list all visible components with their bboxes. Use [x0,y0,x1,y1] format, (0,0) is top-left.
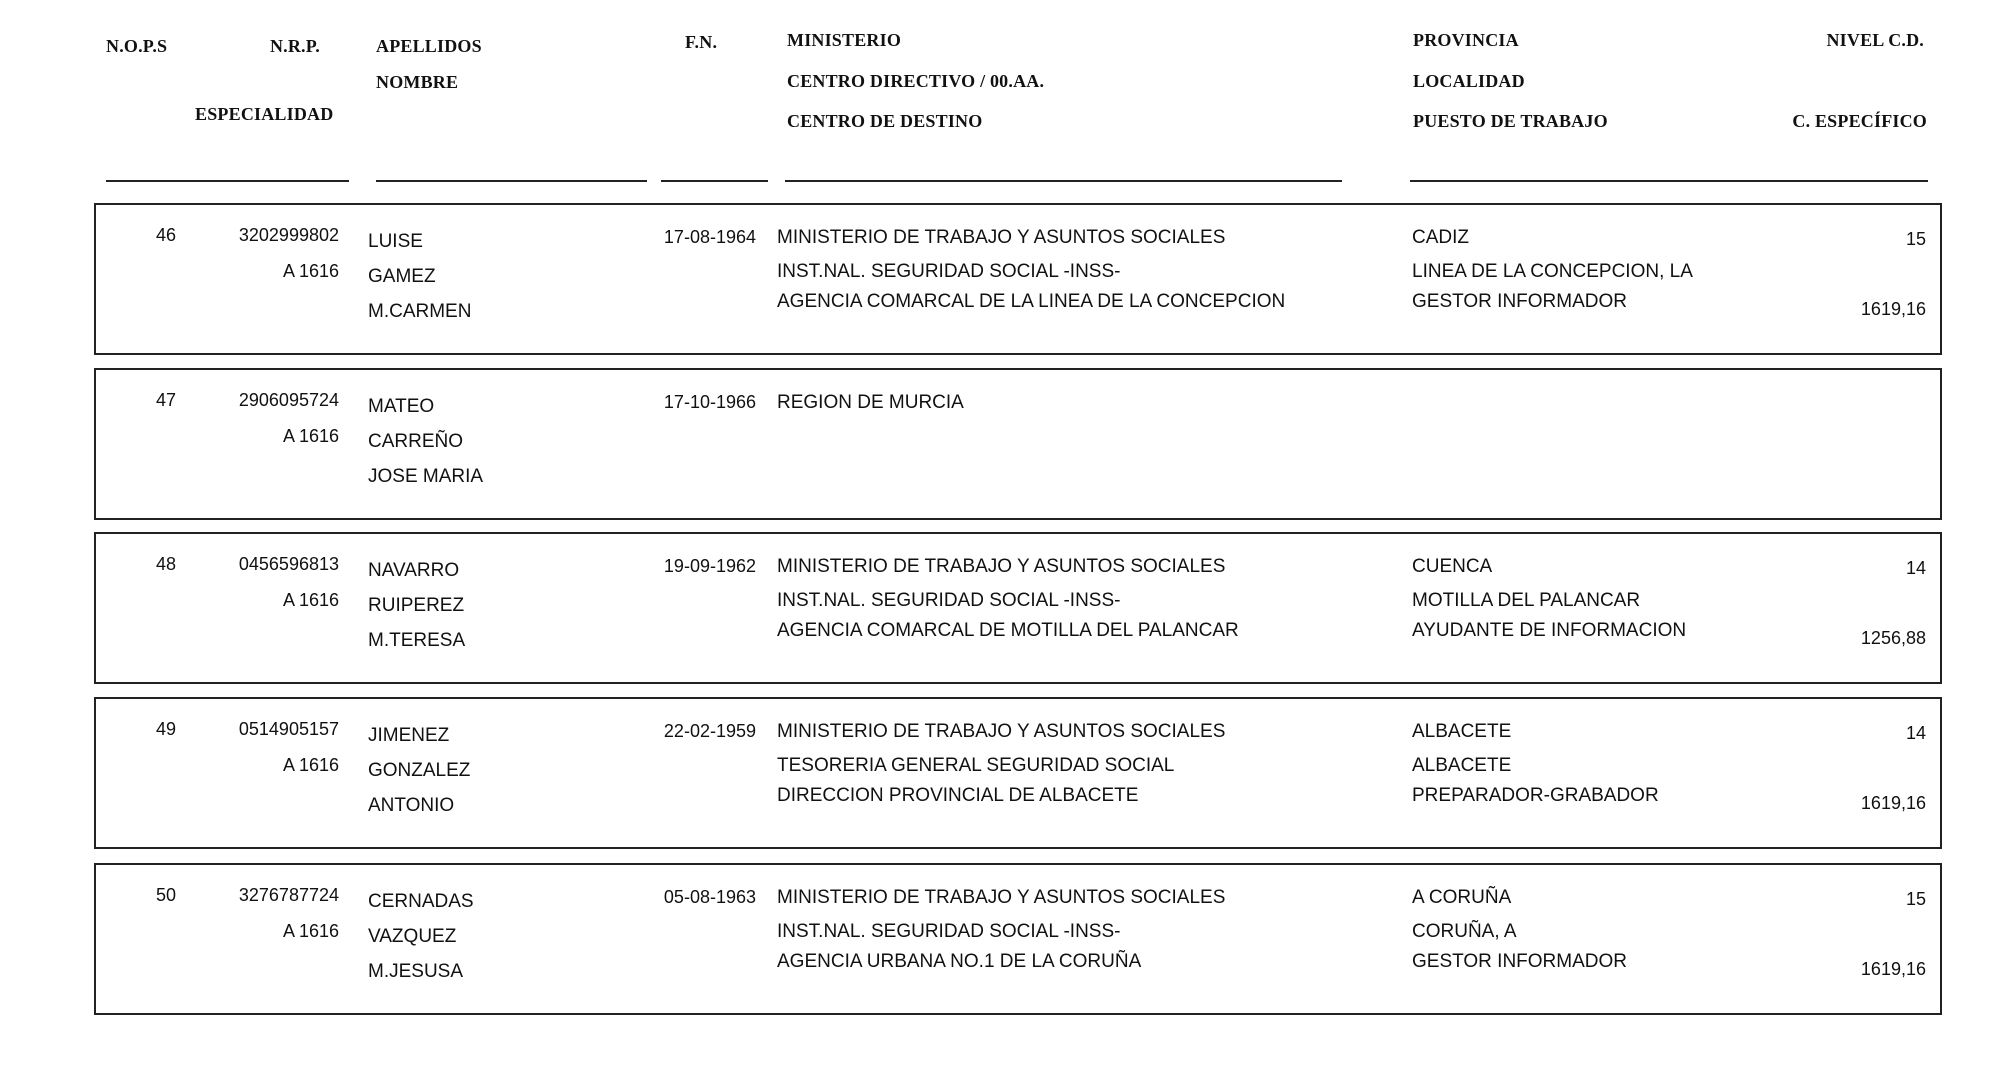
record-apellido1: MATEO [368,396,435,417]
record-provincia: A CORUÑA [1412,887,1512,908]
header-puesto: PUESTO DE TRABAJO [1413,111,1608,131]
record-fn: 19-09-1962 [663,556,756,576]
record-box [94,203,1942,355]
record-centro-destino: AGENCIA COMARCAL DE MOTILLA DEL PALANCAR [777,620,1239,641]
record-ministerio: MINISTERIO DE TRABAJO Y ASUNTOS SOCIALES [777,721,1226,742]
header-divider [661,180,768,182]
record-centro-directivo: INST.NAL. SEGURIDAD SOCIAL -INSS- [777,590,1121,611]
record-centro-directivo: INST.NAL. SEGURIDAD SOCIAL -INSS- [777,261,1121,282]
record-apellido2: RUIPEREZ [368,595,465,616]
record-apellido1: CERNADAS [368,891,474,912]
record-puesto: GESTOR INFORMADOR [1412,951,1627,972]
record-nrp: 0514905157 [238,719,339,739]
record-centro-destino: AGENCIA COMARCAL DE LA LINEA DE LA CONCEPCION [777,291,1286,312]
record-ministerio: REGION DE MURCIA [777,392,964,413]
header-nombre: NOMBRE [376,72,459,92]
record-especialidad: A 1616 [282,590,339,610]
record-centro-directivo: TESORERIA GENERAL SEGURIDAD SOCIAL [777,755,1175,776]
record-nrp: 2906095724 [238,390,339,410]
header-nivel: NIVEL C.D. [1826,30,1924,50]
header-ministerio: MINISTERIO [787,30,902,50]
record-localidad: MOTILLA DEL PALANCAR [1412,590,1641,611]
record-fn: 17-08-1964 [663,227,756,247]
record-centro-destino: AGENCIA URBANA NO.1 DE LA CORUÑA [777,951,1142,972]
header-especialidad: ESPECIALIDAD [195,104,334,124]
header-especifico: C. ESPECÍFICO [1792,111,1927,131]
header-centro-directivo: CENTRO DIRECTIVO / 00.AA. [787,71,1045,91]
record-especialidad: A 1616 [282,921,339,941]
record-nops: 48 [155,554,176,574]
header-apellidos: APELLIDOS [376,36,482,56]
header-fn: F.N. [685,32,718,52]
header-divider [1410,180,1928,182]
record-especialidad: A 1616 [282,261,339,281]
record-ministerio: MINISTERIO DE TRABAJO Y ASUNTOS SOCIALES [777,887,1226,908]
record-apellido2: VAZQUEZ [368,926,457,947]
record-ministerio: MINISTERIO DE TRABAJO Y ASUNTOS SOCIALES [777,556,1226,577]
record-especifico: 1619,16 [1860,959,1926,979]
record-apellido1: JIMENEZ [368,725,450,746]
record-centro-directivo: INST.NAL. SEGURIDAD SOCIAL -INSS- [777,921,1121,942]
record-nombre: M.TERESA [368,630,466,651]
record-apellido2: CARREÑO [368,431,464,452]
record-fn: 05-08-1963 [663,887,756,907]
header-divider [376,180,647,182]
record-nombre: M.CARMEN [368,301,472,322]
header-divider [106,180,349,182]
record-apellido1: LUISE [368,231,423,252]
record-nrp: 3276787724 [238,885,339,905]
record-puesto: PREPARADOR-GRABADOR [1412,785,1659,806]
record-puesto: GESTOR INFORMADOR [1412,291,1627,312]
record-apellido1: NAVARRO [368,560,460,581]
record-especifico: 1619,16 [1860,299,1926,319]
record-box [94,863,1942,1015]
record-provincia: CADIZ [1412,227,1469,248]
record-especialidad: A 1616 [282,755,339,775]
record-box [94,697,1942,849]
record-ministerio: MINISTERIO DE TRABAJO Y ASUNTOS SOCIALES [777,227,1226,248]
record-box [94,532,1942,684]
record-nombre: JOSE MARIA [368,466,484,487]
record-centro-destino: DIRECCION PROVINCIAL DE ALBACETE [777,785,1139,806]
record-nivel: 15 [1905,889,1926,909]
record-localidad: CORUÑA, A [1412,921,1517,942]
header-divider [785,180,1342,182]
record-puesto: AYUDANTE DE INFORMACION [1412,620,1687,641]
record-nivel: 14 [1905,558,1926,578]
header-localidad: LOCALIDAD [1413,71,1525,91]
record-fn: 17-10-1966 [663,392,756,412]
header-nrp: N.R.P. [269,36,320,56]
header-centro-destino: CENTRO DE DESTINO [787,111,983,131]
record-especifico: 1256,88 [1860,628,1926,648]
record-provincia: CUENCA [1412,556,1493,577]
record-apellido2: GONZALEZ [368,760,471,781]
header-nops: N.O.P.S [106,36,168,56]
record-nombre: M.JESUSA [368,961,464,982]
record-localidad: ALBACETE [1412,755,1512,776]
record-nivel: 14 [1905,723,1926,743]
record-especialidad: A 1616 [282,426,339,446]
record-box [94,368,1942,520]
record-nrp: 3202999802 [238,225,339,245]
record-localidad: LINEA DE LA CONCEPCION, LA [1412,261,1693,282]
record-nivel: 15 [1905,229,1926,249]
record-nops: 47 [155,390,176,410]
record-especifico: 1619,16 [1860,793,1926,813]
header-provincia: PROVINCIA [1413,30,1519,50]
record-nombre: ANTONIO [368,795,455,816]
record-provincia: ALBACETE [1412,721,1512,742]
record-fn: 22-02-1959 [663,721,756,741]
record-nrp: 0456596813 [238,554,339,574]
record-nops: 49 [155,719,176,739]
record-apellido2: GAMEZ [368,266,436,287]
record-nops: 50 [155,885,176,905]
record-nops: 46 [155,225,176,245]
